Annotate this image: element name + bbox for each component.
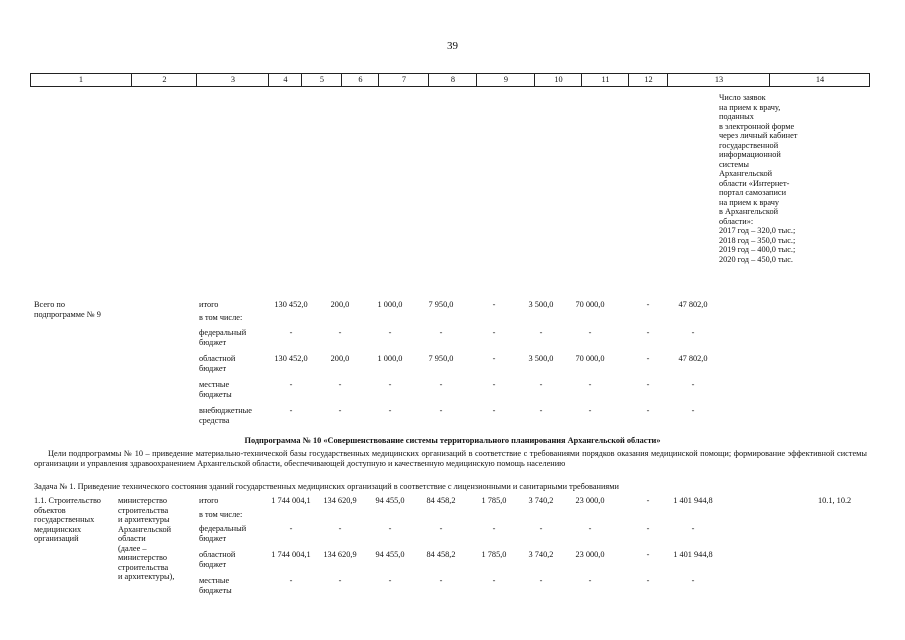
block1-title-line1: Всего по (34, 300, 66, 309)
funding-value: - (646, 380, 650, 389)
funding-value: - (492, 380, 496, 389)
funding-value: - (588, 406, 592, 415)
funding-value: 1 000,0 (377, 354, 403, 363)
header-col-7: 7 (378, 74, 429, 86)
funding-value: - (646, 550, 650, 559)
indicator-line: информационной (719, 150, 781, 159)
funding-value: - (539, 406, 543, 415)
funding-value: 7 950,0 (428, 354, 454, 363)
indicator-line: 2018 год – 350,0 тыс.; (719, 235, 796, 245)
funding-value: - (691, 380, 695, 389)
funding-value: - (289, 406, 293, 415)
target-indicator-refs: 10.1, 10.2 (818, 496, 852, 505)
funding-value: - (691, 576, 695, 585)
funding-value: - (388, 524, 392, 533)
funding-source-label: местные (199, 576, 230, 585)
funding-value: - (539, 524, 543, 533)
funding-value: 1 000,0 (377, 300, 403, 309)
funding-value: - (289, 380, 293, 389)
funding-value: - (338, 328, 342, 337)
responsible-executor-line: и архитектуры (118, 515, 170, 524)
funding-value: - (646, 328, 650, 337)
funding-value: - (289, 524, 293, 533)
activity-name-line: объектов (34, 505, 66, 515)
funding-source-label-cont: бюджеты (199, 390, 232, 399)
funding-value: - (691, 524, 695, 533)
funding-value: 94 455,0 (375, 550, 405, 559)
funding-value: - (588, 524, 592, 533)
funding-value: - (492, 576, 496, 585)
funding-value: 23 000,0 (575, 496, 605, 505)
funding-source-label: областной (199, 550, 236, 559)
indicator-line: Архангельской (719, 169, 773, 178)
funding-source-label-cont: бюджет (199, 560, 227, 569)
responsible-executor-line: (далее – (118, 543, 147, 553)
funding-value: - (539, 328, 543, 337)
funding-value: 200,0 (330, 354, 350, 363)
indicator-line: 2017 год – 320,0 тыс.; (719, 226, 796, 235)
subprogram-goals: Цели подпрограммы № 10 – приведение материально-технической базы государственных медицинских организаций в соответствие с требованиями порядков оказания медицинской помощи; формирование эффективной системы организации и управления здравоохранением Архангельской области, обеспечивающей доступную и качественную медицинскую помощь населению (34, 449, 867, 469)
funding-source-label: областной (199, 354, 236, 363)
header-col-9: 9 (476, 74, 535, 86)
funding-value: - (439, 524, 443, 533)
funding-value: - (646, 406, 650, 415)
activity-name-line: государственных (34, 515, 95, 524)
indicator-text (719, 93, 797, 264)
funding-source-label-cont: бюджеты (199, 586, 232, 595)
funding-source-label-cont: бюджет (199, 338, 227, 347)
header-col-14: 14 (769, 74, 870, 86)
funding-source-label: в том числе: (199, 313, 243, 322)
funding-value: 47 802,0 (678, 300, 708, 309)
funding-value: - (338, 380, 342, 389)
funding-value: - (646, 354, 650, 363)
funding-source-label: итого (199, 300, 219, 309)
responsible-executor-line: Архангельской (118, 524, 172, 534)
funding-value: 134 620,9 (323, 496, 357, 505)
funding-value: - (289, 576, 293, 585)
funding-value: - (646, 524, 650, 533)
funding-value: 1 401 944,8 (673, 496, 713, 505)
funding-value: - (646, 496, 650, 505)
funding-source-label-cont: бюджет (199, 364, 227, 373)
funding-value: 130 452,0 (274, 354, 308, 363)
header-col-13: 13 (667, 74, 770, 86)
funding-value: - (439, 576, 443, 585)
indicator-line: 2020 год – 450,0 тыс. (719, 254, 793, 264)
funding-value: - (388, 406, 392, 415)
funding-value: - (588, 576, 592, 585)
header-col-5: 5 (301, 74, 342, 86)
funding-value: 1 785,0 (481, 496, 507, 505)
header-col-8: 8 (428, 74, 477, 86)
funding-value: 3 500,0 (528, 300, 554, 309)
subprogram-title: Подпрограмма № 10 «Совершенствование системы территориального планирования Архангельской области» (244, 436, 661, 445)
indicator-line: через личный кабинет (719, 131, 798, 140)
indicator-line: в электронной форме (719, 121, 795, 131)
funding-value: - (492, 300, 496, 309)
header-col-12: 12 (628, 74, 668, 86)
funding-value: - (338, 406, 342, 415)
page-number: 39 (447, 40, 458, 52)
funding-value: 84 458,2 (426, 550, 456, 559)
funding-value: - (492, 328, 496, 337)
table-header-row (30, 73, 870, 87)
funding-value: - (539, 576, 543, 585)
funding-value: - (492, 524, 496, 533)
activity-name (34, 496, 101, 544)
activity-name-line: организаций (34, 534, 79, 543)
responsible-executor-line: министерство (118, 553, 168, 562)
funding-source-label: местные (199, 380, 230, 389)
funding-source-label: федеральный (199, 328, 247, 337)
funding-source-label-cont: бюджет (199, 534, 227, 543)
indicator-line: портал самозаписи (719, 188, 787, 197)
indicator-line: государственной (719, 140, 779, 150)
funding-value: - (338, 576, 342, 585)
indicator-line: 2019 год – 400,0 тыс.; (719, 245, 796, 254)
funding-value: 7 950,0 (428, 300, 454, 309)
funding-value: - (492, 406, 496, 415)
funding-value: - (646, 576, 650, 585)
funding-value: - (439, 406, 443, 415)
funding-value: - (388, 576, 392, 585)
funding-source-label: федеральный (199, 524, 247, 533)
funding-source-label: в том числе: (199, 510, 243, 519)
funding-value: 134 620,9 (323, 550, 357, 559)
funding-value: 1 785,0 (481, 550, 507, 559)
funding-value: - (588, 380, 592, 389)
funding-value: - (691, 328, 695, 337)
funding-value: - (539, 380, 543, 389)
funding-value: 200,0 (330, 300, 350, 309)
header-col-10: 10 (534, 74, 582, 86)
funding-source-label-cont: средства (199, 416, 230, 425)
funding-value: - (388, 328, 392, 337)
funding-value: 23 000,0 (575, 550, 605, 559)
indicator-line: поданных (719, 112, 754, 121)
funding-value: - (691, 406, 695, 415)
indicator-line: на прием к врачу, (719, 102, 781, 112)
funding-value: - (492, 354, 496, 363)
header-col-4: 4 (268, 74, 302, 86)
responsible-executor-line: строительства (118, 505, 169, 515)
funding-value: 3 740,2 (528, 550, 554, 559)
indicator-line: области»: (719, 216, 754, 226)
funding-value: 84 458,2 (426, 496, 456, 505)
block1-title-line2: подпрограмме № 9 (34, 310, 101, 319)
header-col-1: 1 (78, 75, 84, 84)
responsible-executor-line: и архитектуры), (118, 572, 175, 581)
funding-value: - (338, 524, 342, 533)
funding-value: 130 452,0 (274, 300, 308, 309)
responsible-executor-line: области (118, 534, 146, 543)
responsible-executor-line: строительства (118, 562, 169, 572)
header-col-11: 11 (581, 74, 629, 86)
funding-value: 3 740,2 (528, 496, 554, 505)
funding-value: - (289, 328, 293, 337)
funding-source-label: итого (199, 496, 219, 505)
funding-value: - (646, 300, 650, 309)
funding-value: - (439, 380, 443, 389)
indicator-line: области «Интернет- (719, 178, 790, 188)
funding-value: 47 802,0 (678, 354, 708, 363)
funding-value: 70 000,0 (575, 300, 605, 309)
indicator-line: системы (719, 159, 749, 169)
activity-name-line: 1.1. Строительство (34, 496, 101, 505)
funding-value: - (388, 380, 392, 389)
funding-value: 94 455,0 (375, 496, 405, 505)
header-col-6: 6 (341, 74, 379, 86)
responsible-executor-line: министерство (118, 496, 168, 505)
funding-value: 3 500,0 (528, 354, 554, 363)
funding-value: 1 744 004,1 (271, 496, 311, 505)
responsible-executor (118, 496, 174, 582)
task-text: Задача № 1. Приведение технического состояния зданий государственных медицинских организаций в соответствие с лицензионными и санитарными требованиями (34, 482, 619, 491)
funding-value: 1 744 004,1 (271, 550, 311, 559)
indicator-line: в Архангельской (719, 207, 779, 216)
funding-value: - (588, 328, 592, 337)
funding-value: 70 000,0 (575, 354, 605, 363)
funding-source-label: внебюджетные (199, 406, 252, 415)
header-col-3: 3 (196, 74, 269, 86)
header-col-2: 2 (131, 74, 197, 86)
funding-value: 1 401 944,8 (673, 550, 713, 559)
indicator-line: Число заявок (719, 93, 766, 102)
activity-name-line: медицинских (34, 524, 82, 534)
indicator-line: на прием к врачу (719, 197, 780, 207)
funding-value: - (439, 328, 443, 337)
